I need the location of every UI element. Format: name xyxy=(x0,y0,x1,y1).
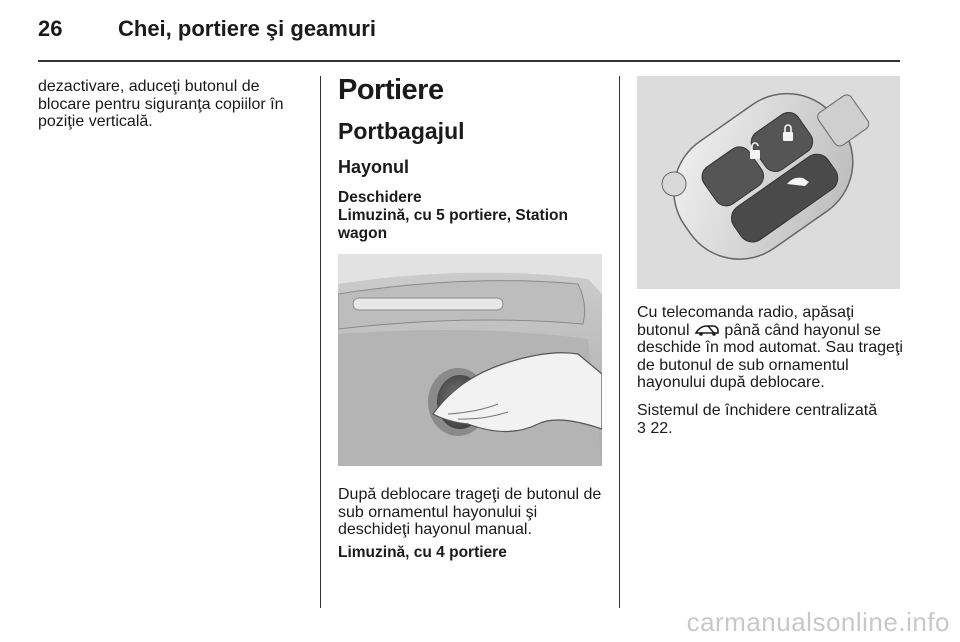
column-divider-left xyxy=(320,76,321,608)
text-line: sub ornamentul hayonului şi xyxy=(338,503,538,521)
text-fragment: butonul xyxy=(637,321,690,339)
subheading-limuzina-5 xyxy=(338,207,613,243)
text-line: Sistemul de închidere centralizată xyxy=(637,402,878,419)
text-line: După deblocare trageţi de butonul de xyxy=(338,486,602,503)
heading-portiere: Portiere xyxy=(338,74,444,106)
cross-reference[interactable] xyxy=(637,420,907,438)
header-divider xyxy=(38,60,900,62)
text-line: deschide în mod automat. Sau trageţi xyxy=(637,339,903,356)
subheading-limuzina-4: Limuzină, cu 4 portiere xyxy=(338,544,507,561)
left-column-paragraph xyxy=(38,78,313,131)
text-line: Limuzină, cu 5 portiere, Station xyxy=(338,207,568,224)
text-line: wagon xyxy=(338,225,388,242)
cross-reference-page: 22. xyxy=(650,419,673,437)
heading-portbagajul: Portbagajul xyxy=(338,118,465,144)
page-number: 26 xyxy=(38,16,63,41)
text-line: blocare pentru siguranţa copiilor în xyxy=(38,95,284,113)
text-line: poziţie verticală. xyxy=(38,113,153,130)
car-trunk-icon xyxy=(694,323,720,337)
text-line xyxy=(637,322,907,340)
key-fob-drawing xyxy=(637,76,900,289)
column-divider-right xyxy=(619,76,620,608)
watermark: carmanualsonline.info xyxy=(686,607,950,637)
text-line: Cu telecomanda radio, apăsaţi xyxy=(637,304,855,321)
text-line: de butonul de sub ornamentul xyxy=(637,356,849,374)
text-fragment: până când hayonul se xyxy=(724,321,881,339)
right-column-paragraph-2 xyxy=(637,402,907,437)
chapter-title: Chei, portiere şi geamuri xyxy=(118,16,376,41)
right-column-paragraph-1 xyxy=(637,304,907,392)
tailgate-illustration xyxy=(338,254,602,466)
heading-deschidere: Deschidere xyxy=(338,189,422,206)
tailgate-drawing xyxy=(338,254,602,466)
text-line: deschideţi hayonul manual. xyxy=(338,521,532,538)
heading-hayonul: Hayonul xyxy=(338,157,410,177)
text-line: hayonului după deblocare. xyxy=(637,374,825,391)
key-fob-illustration xyxy=(637,76,900,289)
text-line: dezactivare, aduceţi butonul de xyxy=(38,78,260,95)
middle-column-paragraph xyxy=(338,486,613,539)
cross-reference-arrow-icon: 3 xyxy=(637,419,646,437)
